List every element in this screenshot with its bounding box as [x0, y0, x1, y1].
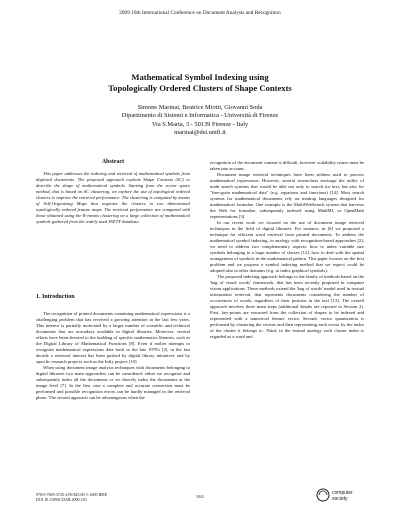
abstract-body	[36, 171, 190, 225]
logo-text-society: society	[332, 496, 348, 502]
address: Via S.Marta, 3 - 50139 Firenze - Italy	[151, 120, 249, 128]
section-heading-introduction: 1. Introduction	[36, 294, 75, 300]
title-line-2: Topologically Ordered Clusters of Shape Contexts	[108, 83, 292, 93]
email: marinai@dsi.unifi.it	[174, 129, 226, 137]
body-paragraph: Document image retrieval techniques have been seldom used to process mathematical expressions. However, several researchers envisage the utility of math search systems that would be able not only to search for text, but also for "fine-grain mathematical data" (e.g. equations and functions) [14]. Most search systems for mathematical documents rely on markup languages designed for mathematical formulae. One example is the MathWebSearch system that harvests the Web for formulae, subsequently indexed using MathML or OpenMath representations [3].	[210, 172, 364, 220]
ieee-computer-society-logo	[316, 487, 366, 503]
logo-text-computer: computer	[332, 490, 353, 496]
abstract-text: This paper addresses the indexing and retrieval of mathematical symbols from digitized documents. The proposed approach exploits Shape Contexts (SC) to describe the shape of mathematical symbols. Starting from the vector space method, that is based on SC clustering, we explore the use of topological ordered clusters to improve the retrieval performance. The clustering is computed by means of Self-Organizing Maps that organize the clusters in two dimensional topologically ordered feature maps. The retrieval performance are compared with those obtained using the K-means clustering on a large collection of mathematical symbols gathered from the widely used INFTY database.	[36, 171, 190, 225]
paper-title	[40, 72, 360, 94]
running-header: 2009 10th International Conference on Document Analysis and Recognition	[119, 10, 281, 16]
title-line-1: Mathematical Symbol Indexing using	[131, 72, 269, 82]
intro-paragraph: When using document image analysis techniques with documents belonging to digital libraries two main approaches can be considered: either we recognize and subsequently index all the documents or we directly index the documents at the image level [7]. In the first case a complete and accurate conversion must be performed and possible recognition errors can be hardly managed in the retrieval phase. The second approach can be advantageous when the	[36, 365, 190, 401]
doi-line: DOI 10.1109/ICDAR.2009.120	[36, 497, 87, 502]
page-number: 1041	[196, 494, 204, 499]
author-names: Simone Marinai, Beatrice Miotti, Giovanni Soda	[137, 104, 263, 111]
affiliation: Dipartimento di Sistemi e Informatica - Università di Firenze	[121, 112, 279, 120]
body-paragraph: recognition of the document content is difficult, however scalability issues must be taken into account.	[210, 160, 364, 172]
body-paragraph: The proposed indexing approach belongs to the family of methods based on the 'bag of visual words' framework, that has been recently proposed in computer vision applications. These methods extend the 'bag of words' model used in textual information retrieval, that represents documents considering the number of occurrences of words, regardless of their position in the text [13]. The overall approach involves three main steps (additional details are reported in Section 2). First, key-points are extracted from the collection of shapes to be indexed and represented with a numerical feature vector. Second, vector quantization is performed by clustering the vectors and then representing each vector by the index of the cluster it belongs to. Third, in the textual analogy each cluster index is regarded as a word and	[210, 274, 364, 340]
author-block	[40, 104, 360, 138]
abstract-heading: Abstract	[101, 159, 125, 165]
right-column	[210, 160, 364, 340]
intro-paragraph: The recognition of printed documents containing mathematical expressions is a challenging problem that has received a growing attention in the last few years. This interest is partially motivated by a larger number of scientific and technical documents that are nowadays available in digital libraries. Moreover, several efforts have been devoted to the building of specific mathematics libraries, such as the Digital Library of Mathematical Functions [8]. Even if earlier attempts to recognize mathematical expressions date back to the late 1970's [2], in the last decade a renewed interest has been pushed by digital library initiatives and by specific research projects such as the Infty project [10].	[36, 311, 190, 365]
body-paragraph: In our recent work we focused on the use of document image retrieval techniques in the field of digital libraries. For instance, in [6] we proposed a technique for efficient word retrieval from printed documents. To address the mathematical symbol indexing, in analogy with recognition-based approaches [2], we need to address two complementary aspects: how to index variable size symbols belonging to a large number of classes [12]; how to deal with the spatial arrangement of symbols in the mathematical pattern. This paper focuses on the first problem and we propose a symbol indexing method that we expect could be adopted also in other domains (e.g. to index graphical symbols).	[210, 220, 364, 274]
introduction-body	[36, 311, 190, 401]
isbn-line: 978-0-7695-3725-2/09 $25.00 © 2009 IEEE	[36, 492, 108, 497]
